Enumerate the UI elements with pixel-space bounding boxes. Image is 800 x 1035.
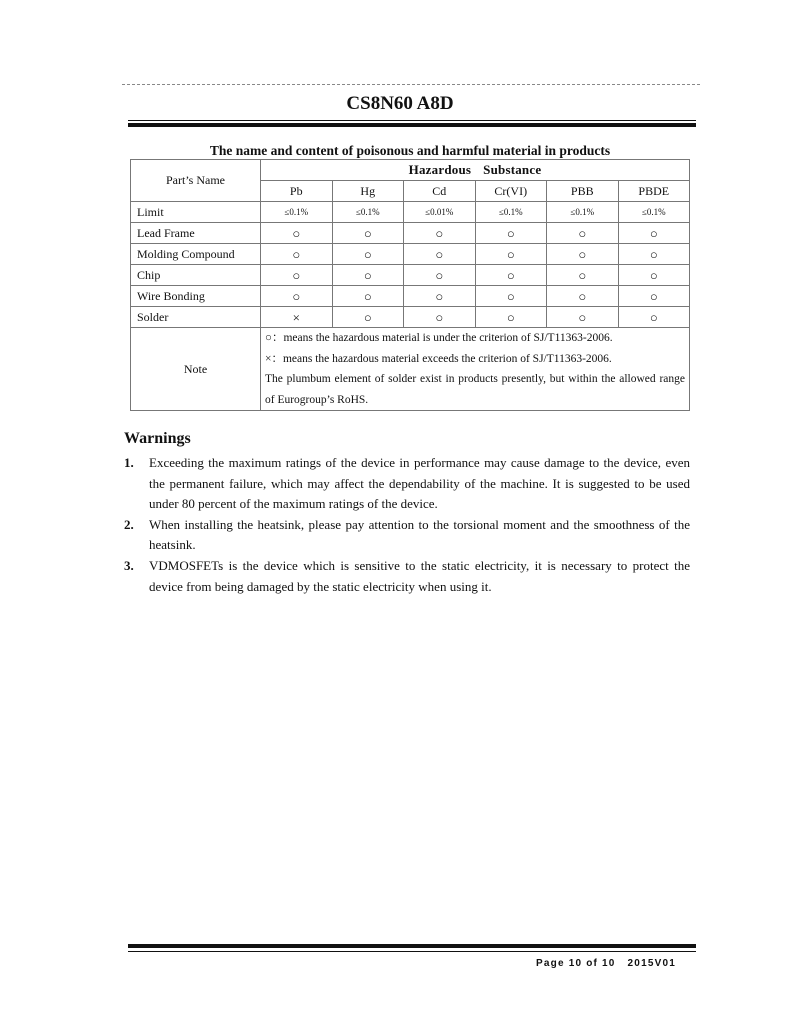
limit-value: ≤0.1% <box>475 202 547 223</box>
limit-value: ≤0.1% <box>332 202 404 223</box>
note-row <box>131 328 690 411</box>
substance-header-pbde: PBDE <box>618 181 690 202</box>
limit-value: ≤0.1% <box>618 202 690 223</box>
part-name: Solder <box>131 307 261 328</box>
warning-text: VDMOSFETs is the device which is sensitive to the static electricity, it is necessary to protect the device from being damaged by the static electricity when using it. <box>149 557 690 594</box>
compliance-mark: ○ <box>547 223 619 244</box>
compliance-mark: ○ <box>332 286 404 307</box>
part-name: Lead Frame <box>131 223 261 244</box>
list-item <box>124 515 690 556</box>
title-rule-thin <box>128 120 696 121</box>
compliance-mark: ○ <box>404 265 476 286</box>
limit-value: ≤0.1% <box>547 202 619 223</box>
table-row <box>131 286 690 307</box>
warning-text: Exceeding the maximum ratings of the device in performance may cause damage to the device, even the permanent failure, which may affect the dependability of the machine. It is suggested to be used under 80 percent of the maximum ratings of the device. <box>149 455 690 512</box>
substance-header-hg: Hg <box>332 181 404 202</box>
page-number: Page 10 of 10 <box>536 958 616 969</box>
compliance-mark: × <box>261 307 333 328</box>
note-line: ×：means the hazardous material exceeds the criterion of SJ/T11363-2006. <box>265 352 612 365</box>
list-item <box>124 453 690 515</box>
compliance-mark: ○ <box>332 244 404 265</box>
footer-rule-thick <box>128 944 696 948</box>
compliance-mark: ○ <box>547 265 619 286</box>
compliance-mark: ○ <box>618 244 690 265</box>
compliance-mark: ○ <box>547 244 619 265</box>
limit-value: ≤0.1% <box>261 202 333 223</box>
warnings-list <box>124 453 690 597</box>
substance-header-crvi: Cr(VI) <box>475 181 547 202</box>
compliance-mark: ○ <box>261 244 333 265</box>
compliance-mark: ○ <box>547 307 619 328</box>
list-number: 3. <box>124 557 134 573</box>
compliance-mark: ○ <box>475 307 547 328</box>
note-line: ○：means the hazardous material is under the criterion of SJ/T11363-2006. <box>265 332 613 344</box>
part-name: Chip <box>131 265 261 286</box>
list-item <box>124 556 690 597</box>
table-row <box>131 244 690 265</box>
warnings-heading: Warnings <box>124 430 191 447</box>
warning-text: When installing the heatsink, please pay attention to the torsional moment and the smoothness of the heatsink. <box>149 516 690 553</box>
compliance-mark: ○ <box>404 307 476 328</box>
note-line: The plumbum element of solder exist in products presently, but within the allowed range of Eurogroup’s RoHS. <box>265 373 685 406</box>
compliance-mark: ○ <box>475 244 547 265</box>
table-row <box>131 223 690 244</box>
document-version: 2015V01 <box>627 958 676 969</box>
compliance-mark: ○ <box>404 286 476 307</box>
limit-value: ≤0.01% <box>404 202 476 223</box>
part-name: Molding Compound <box>131 244 261 265</box>
page-footer <box>536 958 676 969</box>
limit-row <box>131 202 690 223</box>
header-dashed-rule <box>122 84 700 85</box>
document-title: CS8N60 A8D <box>346 93 454 114</box>
table-caption: The name and content of poisonous and harmful material in products <box>209 143 611 158</box>
title-rule-thick <box>128 123 696 127</box>
compliance-mark: ○ <box>547 286 619 307</box>
compliance-mark: ○ <box>261 265 333 286</box>
substance-header-cd: Cd <box>404 181 476 202</box>
substance-header-pb: Pb <box>261 181 333 202</box>
compliance-mark: ○ <box>475 223 547 244</box>
compliance-mark: ○ <box>618 223 690 244</box>
compliance-mark: ○ <box>618 265 690 286</box>
compliance-mark: ○ <box>332 307 404 328</box>
table-row <box>131 265 690 286</box>
parts-name-header: Part’s Name <box>131 160 261 202</box>
footer-rule-thin <box>128 951 696 952</box>
compliance-mark: ○ <box>261 286 333 307</box>
substance-header-pbb: PBB <box>547 181 619 202</box>
compliance-mark: ○ <box>261 223 333 244</box>
part-name: Wire Bonding <box>131 286 261 307</box>
hazardous-substance-header <box>261 160 690 181</box>
table-row <box>131 307 690 328</box>
list-number: 1. <box>124 455 134 470</box>
compliance-mark: ○ <box>332 223 404 244</box>
compliance-mark: ○ <box>475 265 547 286</box>
compliance-mark: ○ <box>404 223 476 244</box>
list-number: 2. <box>124 516 134 532</box>
note-label: Note <box>131 328 261 411</box>
limit-label: Limit <box>131 202 261 223</box>
substance-header-word: Substance <box>483 162 542 177</box>
compliance-mark: ○ <box>475 286 547 307</box>
hazardous-header-word: Hazardous <box>408 162 472 177</box>
compliance-mark: ○ <box>618 286 690 307</box>
compliance-mark: ○ <box>404 244 476 265</box>
compliance-mark: ○ <box>332 265 404 286</box>
hazardous-substance-table <box>130 159 690 411</box>
table-header-row <box>131 160 690 181</box>
compliance-mark: ○ <box>618 307 690 328</box>
note-content <box>261 328 690 411</box>
